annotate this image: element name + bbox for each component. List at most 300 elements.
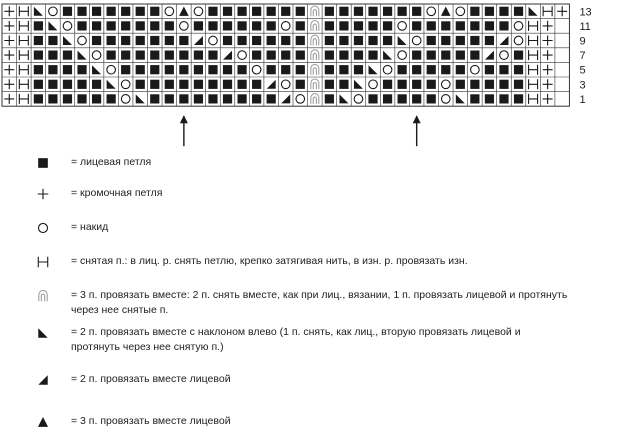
left-slant-triangle <box>34 7 43 16</box>
stitch-cell <box>470 51 479 60</box>
knit-square <box>150 51 159 60</box>
edge-stitch-plus <box>543 50 553 60</box>
knit-square <box>412 51 421 60</box>
knit-square <box>77 21 86 30</box>
stitch-cell <box>529 79 538 89</box>
yarn-over-circle <box>383 65 392 74</box>
stitch-cell <box>311 35 319 45</box>
knit-square <box>281 7 290 16</box>
knit-square <box>179 80 188 89</box>
slipped-stitch-h <box>38 257 47 268</box>
stitch-cell <box>281 51 290 60</box>
stitch-cell <box>485 80 494 89</box>
stitch-cell <box>441 36 450 45</box>
knit-square <box>34 51 43 60</box>
stitch-cell <box>223 94 232 103</box>
stitch-cell <box>78 36 87 45</box>
left-slant-triangle <box>383 51 392 60</box>
left-slant-triangle <box>48 21 57 30</box>
stitch-cell <box>354 51 363 60</box>
knit-square <box>165 80 174 89</box>
slipped-stitch-h <box>19 21 28 31</box>
left-slant-triangle <box>339 94 348 103</box>
yarn-over-circle <box>78 36 87 45</box>
knit-square <box>194 65 203 74</box>
knit-square <box>107 51 116 60</box>
stitch-cell <box>267 51 276 60</box>
stitch-cell <box>48 36 57 45</box>
stitch-cell <box>529 94 538 104</box>
left-slant-triangle <box>92 65 101 74</box>
knit-square <box>34 94 43 103</box>
knit-square <box>456 51 465 60</box>
stitch-cell <box>223 65 232 74</box>
stitch-cell <box>252 7 261 16</box>
knit-square <box>252 51 261 60</box>
stitch-cell <box>77 94 86 103</box>
right-slant-triangle <box>267 80 276 89</box>
edge-stitch-plus <box>4 65 14 75</box>
yarn-over-circle <box>398 22 407 31</box>
stitch-cell <box>412 21 421 30</box>
stitch-cell <box>281 22 290 31</box>
knit-square <box>485 94 494 103</box>
stitch-cell <box>194 51 203 60</box>
edge-stitch-plus <box>4 6 14 16</box>
knit-square <box>48 94 57 103</box>
stitch-cell <box>412 7 421 16</box>
legend-symbol <box>38 223 47 232</box>
stitch-cell <box>34 7 43 16</box>
slipped-stitch-h <box>529 79 538 89</box>
edge-stitch-plus <box>543 79 553 89</box>
legend-text: = снятая п.: в лиц. р. снять петлю, крепко затягивая нить, в изн. р. провязать изн. <box>71 255 468 267</box>
stitch-cell <box>237 80 246 89</box>
legend-symbol <box>38 257 47 268</box>
stitch-cell <box>500 51 509 60</box>
stitch-cell <box>296 65 305 74</box>
yarn-over-circle <box>398 51 407 60</box>
left-slant-triangle <box>398 36 407 45</box>
stitch-cell <box>325 7 334 16</box>
stitch-cell <box>441 80 450 89</box>
stitch-cell <box>267 21 276 30</box>
stitch-cell <box>267 80 276 89</box>
knit-square <box>194 94 203 103</box>
stitch-cell <box>107 36 116 45</box>
stitch-cell <box>368 7 377 16</box>
slipped-stitch-h <box>19 50 28 60</box>
stitch-cell <box>92 21 101 30</box>
stitch-cell <box>208 80 217 89</box>
knit-square <box>63 51 72 60</box>
stitch-cell <box>456 7 465 16</box>
stitch-cell <box>311 50 319 60</box>
knit-square <box>296 7 305 16</box>
knit-square <box>48 65 57 74</box>
stitch-cell <box>77 7 86 16</box>
stitch-cell <box>398 22 407 31</box>
slipped-stitch-h <box>543 6 552 16</box>
stitch-cell <box>427 7 436 16</box>
stitch-cell <box>179 80 188 89</box>
knit-square <box>150 7 159 16</box>
stitch-cell <box>194 36 203 45</box>
knit-square <box>92 94 101 103</box>
stitch-cell <box>281 36 290 45</box>
stitch-cell <box>427 80 436 89</box>
stitch-cell <box>179 65 188 74</box>
stitch-cell <box>4 50 14 60</box>
stitch-cell <box>4 79 14 89</box>
knit-square <box>339 51 348 60</box>
stitch-cell <box>121 7 130 16</box>
slipped-stitch-h <box>19 65 28 75</box>
knit-square <box>499 65 508 74</box>
slipped-stitch-h <box>19 79 28 89</box>
knit-square <box>339 65 348 74</box>
central-double-decrease-icon <box>311 64 319 74</box>
knit-square <box>150 21 159 30</box>
knit-square <box>470 21 479 30</box>
stitch-cell <box>34 36 43 45</box>
stitch-cell <box>354 65 363 74</box>
knit-square <box>237 65 246 74</box>
knit-square <box>121 65 130 74</box>
knit-square <box>179 51 188 60</box>
legend-text: = 3 п. провязать вместе лицевой <box>71 415 231 427</box>
stitch-cell <box>121 36 130 45</box>
knit-square <box>252 7 261 16</box>
stitch-cell <box>19 79 28 89</box>
yarn-over-circle <box>121 95 130 104</box>
stitch-cell <box>92 7 101 16</box>
central-double-decrease-icon <box>311 50 319 60</box>
stitch-cell <box>514 65 523 74</box>
stitch-cell <box>34 80 43 89</box>
knit-square <box>427 65 436 74</box>
stitch-cell <box>150 94 159 103</box>
knit-square <box>325 94 334 103</box>
stitch-cell <box>354 21 363 30</box>
knit-square <box>267 36 276 45</box>
stitch-cell <box>48 51 57 60</box>
stitch-cell <box>325 65 334 74</box>
yarn-over-circle <box>441 95 450 104</box>
stitch-cell <box>165 7 174 16</box>
edge-stitch-plus <box>4 79 14 89</box>
knit-square <box>237 80 246 89</box>
stitch-cell <box>514 36 523 45</box>
stitch-cell <box>339 51 348 60</box>
stitch-cell <box>165 51 174 60</box>
central-double-decrease-icon <box>311 94 319 104</box>
stitch-cell <box>48 80 57 89</box>
stitch-cell <box>441 7 451 16</box>
slipped-stitch-h <box>529 65 538 75</box>
knit-square <box>412 7 421 16</box>
knit-square <box>456 65 465 74</box>
knit-square <box>136 7 145 16</box>
stitch-cell <box>223 80 232 89</box>
legend-symbol <box>38 328 47 337</box>
stitch-cell <box>223 51 232 60</box>
knit-square <box>470 36 479 45</box>
knit-square <box>412 65 421 74</box>
knit-square <box>165 36 174 45</box>
stitch-cell <box>441 21 450 30</box>
knit-square <box>325 80 334 89</box>
knit-square <box>121 21 130 30</box>
stitch-cell <box>136 51 145 60</box>
knit-square <box>165 51 174 60</box>
stitch-cell <box>441 51 450 60</box>
knit-square <box>499 94 508 103</box>
stitch-cell <box>208 21 217 30</box>
stitch-cell <box>398 51 407 60</box>
yarn-over-circle <box>238 51 247 60</box>
stitch-cell <box>121 95 130 104</box>
stitch-cell <box>4 6 14 16</box>
stitch-cell <box>339 21 348 30</box>
left-slant-triangle <box>369 65 378 74</box>
left-slant-triangle <box>529 7 538 16</box>
knit-square <box>77 80 86 89</box>
knit-square <box>34 36 43 45</box>
right-slant-triangle <box>499 36 508 45</box>
stitch-cell <box>412 36 421 45</box>
knit-square <box>77 94 86 103</box>
knit-square <box>368 51 377 60</box>
knit-square <box>514 94 523 103</box>
knit-square <box>208 65 217 74</box>
knit-square <box>398 80 407 89</box>
stitch-cell <box>369 80 378 89</box>
legend-text: = кромочная петля <box>71 187 163 199</box>
chart-row <box>4 6 567 16</box>
stitch-cell <box>398 94 407 103</box>
stitch-cell <box>281 7 290 16</box>
yarn-over-circle <box>63 22 72 31</box>
legend-symbol <box>39 290 47 301</box>
stitch-cell <box>194 94 203 103</box>
knit-square <box>383 80 392 89</box>
stitch-cell <box>383 7 392 16</box>
edge-stitch-plus <box>38 189 49 200</box>
knit-square <box>107 36 116 45</box>
stitch-cell <box>427 65 436 74</box>
slipped-stitch-h <box>529 94 538 104</box>
knit-square <box>296 21 305 30</box>
stitch-cell <box>34 65 43 74</box>
stitch-cell <box>485 7 494 16</box>
knit-square <box>339 7 348 16</box>
knit-square <box>92 7 101 16</box>
knit-square <box>63 80 72 89</box>
right-slant-triangle <box>281 94 290 103</box>
knit-square <box>325 65 334 74</box>
knit-square <box>398 7 407 16</box>
stitch-cell <box>529 21 538 31</box>
stitch-cell <box>543 65 553 75</box>
stitch-cell <box>368 51 377 60</box>
edge-stitch-plus <box>543 65 553 75</box>
row-number: 13 <box>579 6 592 19</box>
stitch-cell <box>471 65 480 74</box>
knit-square <box>296 80 305 89</box>
stitch-cell <box>252 21 261 30</box>
stitch-cell <box>470 36 479 45</box>
left-slant-triangle <box>354 80 363 89</box>
knit-square <box>514 80 523 89</box>
stitch-cell <box>470 94 479 103</box>
stitch-cell <box>77 80 86 89</box>
knit-square <box>48 80 57 89</box>
stitch-cell <box>485 21 494 30</box>
left-slant-triangle <box>107 80 116 89</box>
knit-square <box>470 80 479 89</box>
knit-square <box>325 51 334 60</box>
knitting-chart <box>0 0 627 150</box>
legend-text: = 2 п. провязать вместе с наклоном влево (1 п. снять, как лиц., вторую провязать лицевой и протянуть через нее снятую п.) <box>71 326 521 353</box>
knit-square <box>34 21 43 30</box>
right-slant-triangle <box>485 51 494 60</box>
stitch-cell <box>92 36 101 45</box>
stitch-cell <box>19 94 28 104</box>
stitch-cell <box>311 94 319 104</box>
stitch-cell <box>412 94 421 103</box>
knit-square <box>485 36 494 45</box>
stitch-cell <box>456 80 465 89</box>
stitch-cell <box>19 65 28 75</box>
stitch-cell <box>325 94 334 103</box>
left-slant-triangle <box>78 51 87 60</box>
stitch-cell <box>412 51 421 60</box>
stitch-cell <box>237 65 246 74</box>
stitch-cell <box>252 80 261 89</box>
stitch-cell <box>77 65 86 74</box>
stitch-cell <box>325 51 334 60</box>
stitch-cell <box>107 21 116 30</box>
yarn-over-circle <box>456 7 465 16</box>
stitch-cell <box>121 65 130 74</box>
stitch-cell <box>296 51 305 60</box>
stitch-cell <box>470 21 479 30</box>
knit-square <box>412 80 421 89</box>
knit-square <box>339 21 348 30</box>
knit-square <box>499 7 508 16</box>
knit-square <box>383 21 392 30</box>
stitch-cell <box>92 65 101 74</box>
stitch-cell <box>543 6 552 16</box>
stitch-cell <box>165 80 174 89</box>
knit-square <box>485 21 494 30</box>
knit-square <box>499 80 508 89</box>
stitch-cell <box>4 21 14 31</box>
knit-square <box>281 65 290 74</box>
stitch-cell <box>107 51 116 60</box>
stitch-cell <box>136 80 145 89</box>
knit-square <box>92 21 101 30</box>
yarn-over-circle <box>281 22 290 31</box>
knit-square <box>48 36 57 45</box>
central-double-decrease-icon <box>311 6 319 16</box>
knit-square <box>514 7 523 16</box>
stitch-cell <box>296 80 305 89</box>
stitch-cell <box>107 80 116 89</box>
stitch-cell <box>4 65 14 75</box>
knit-square <box>296 65 305 74</box>
stitch-cell <box>296 7 305 16</box>
knit-square <box>34 65 43 74</box>
yarn-over-circle <box>412 36 421 45</box>
yarn-over-circle <box>107 65 116 74</box>
stitch-cell <box>180 22 189 31</box>
knit-square <box>223 94 232 103</box>
yarn-over-circle <box>369 80 378 89</box>
stitch-cell <box>398 36 407 45</box>
row-number: 5 <box>579 64 586 77</box>
knit-square <box>368 36 377 45</box>
stitch-cell <box>354 36 363 45</box>
knit-square <box>121 7 130 16</box>
stitch-cell <box>63 94 72 103</box>
slipped-stitch-h <box>19 6 28 16</box>
yarn-over-circle <box>514 22 523 31</box>
row-number: 3 <box>579 79 586 92</box>
stitch-cell <box>325 80 334 89</box>
stitch-cell <box>252 65 261 74</box>
stitch-cell <box>107 94 116 103</box>
stitch-cell <box>281 80 290 89</box>
stitch-cell <box>412 80 421 89</box>
stitch-cell <box>398 7 407 16</box>
knit-square <box>441 65 450 74</box>
central-double-decrease-icon <box>311 79 319 89</box>
legend-symbol-icon <box>30 254 52 270</box>
stitch-cell <box>529 65 538 75</box>
knit-square <box>427 51 436 60</box>
knit-square <box>34 80 43 89</box>
arrow-up-icon <box>180 115 188 146</box>
stitch-cell <box>514 22 523 31</box>
row-number: 7 <box>579 50 586 63</box>
knit-square <box>165 21 174 30</box>
stitch-cell <box>208 7 217 16</box>
knit-square <box>456 80 465 89</box>
knit-square <box>150 36 159 45</box>
stitch-cell <box>19 36 28 46</box>
edge-stitch-plus <box>557 6 567 16</box>
central-double-decrease-icon <box>311 21 319 31</box>
knit-square <box>223 65 232 74</box>
stitch-cell <box>194 7 203 16</box>
stitch-cell <box>237 94 246 103</box>
knit-square <box>194 51 203 60</box>
knit-square <box>470 94 479 103</box>
stitch-cell <box>150 65 159 74</box>
stitch-cell <box>49 7 58 16</box>
stitch-cell <box>150 80 159 89</box>
knit-square <box>441 21 450 30</box>
stitch-cell <box>237 36 246 45</box>
legend-text: = накид <box>71 221 109 233</box>
stitch-cell <box>383 21 392 30</box>
arrow-head <box>180 115 188 123</box>
stitch-cell <box>48 65 57 74</box>
knit-square <box>38 158 48 168</box>
stitch-cell <box>485 94 494 103</box>
